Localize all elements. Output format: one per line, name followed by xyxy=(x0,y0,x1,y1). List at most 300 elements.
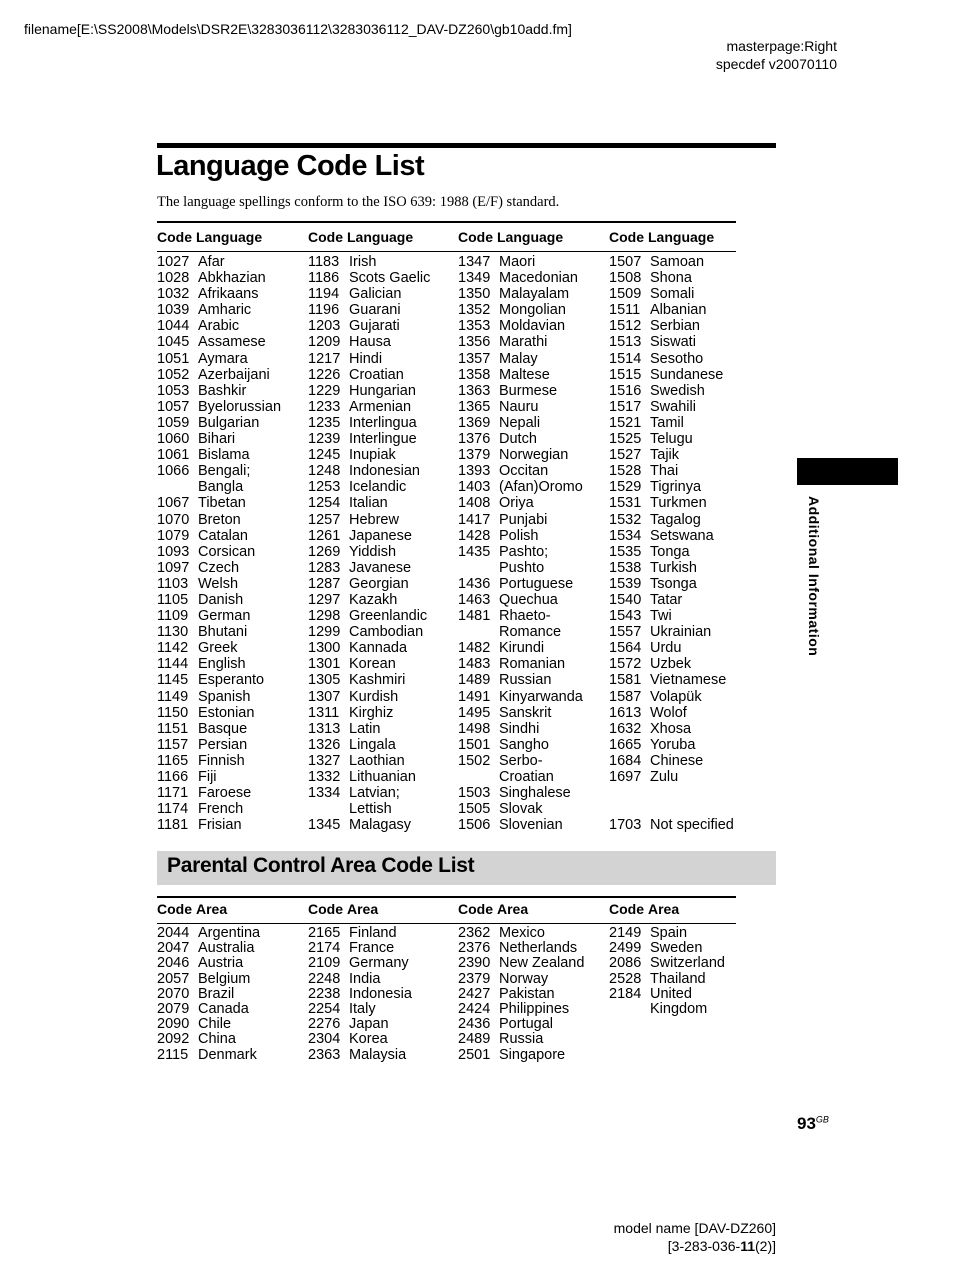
language-name: Siswati xyxy=(650,334,696,351)
area-name: Finland xyxy=(349,925,397,941)
language-row xyxy=(609,705,749,721)
area-code: 2086 xyxy=(609,955,642,972)
language-code: 1376 xyxy=(458,431,491,448)
language-code: 1511 xyxy=(609,302,641,319)
language-name: Kirghiz xyxy=(349,704,394,721)
language-code: 1539 xyxy=(609,575,642,592)
language-row xyxy=(458,560,598,576)
lang-header-code: Code xyxy=(157,229,192,245)
language-name: Tagalog xyxy=(650,511,701,528)
area-row xyxy=(308,926,448,941)
language-name: Tibetan xyxy=(198,495,246,512)
language-code: 1564 xyxy=(609,640,642,657)
language-code: 1196 xyxy=(308,302,340,319)
area-header-label: Area xyxy=(196,901,228,917)
language-name: Kirundi xyxy=(499,640,545,657)
language-code: 1534 xyxy=(609,527,642,544)
area-code: 2276 xyxy=(308,1016,341,1033)
language-code: 1027 xyxy=(157,254,190,270)
language-row xyxy=(609,286,749,302)
language-code: 1149 xyxy=(157,688,189,705)
language-name: Finnish xyxy=(198,752,245,769)
language-code: 1353 xyxy=(458,318,491,335)
area-row xyxy=(157,956,297,971)
language-row xyxy=(157,479,297,495)
language-code: 1491 xyxy=(458,688,491,705)
language-row xyxy=(609,334,749,350)
language-code: 1105 xyxy=(157,591,189,608)
language-row xyxy=(157,656,297,672)
area-name: Italy xyxy=(349,1000,376,1017)
area-name: Malaysia xyxy=(349,1046,407,1063)
language-code: 1527 xyxy=(609,447,642,464)
language-name: Sesotho xyxy=(650,350,704,367)
language-row xyxy=(458,512,598,528)
language-row xyxy=(609,737,749,753)
language-code: 1516 xyxy=(609,382,642,399)
language-name: Punjabi xyxy=(499,511,548,528)
language-name: Sindhi xyxy=(499,720,540,737)
side-tab-label: Additional Information xyxy=(806,496,822,657)
language-row xyxy=(157,463,297,479)
area-row xyxy=(308,1002,448,1017)
language-code: 1239 xyxy=(308,431,341,448)
language-row xyxy=(458,447,598,463)
language-row xyxy=(609,431,749,447)
language-name: Indonesian xyxy=(349,463,420,480)
language-row xyxy=(458,495,598,511)
area-row xyxy=(609,941,749,956)
language-name: Bhutani xyxy=(198,624,248,641)
language-name: Lingala xyxy=(349,736,396,753)
language-name: Inupiak xyxy=(349,447,396,464)
language-name: Romanian xyxy=(499,656,566,673)
language-row xyxy=(308,624,448,640)
language-code: 1435 xyxy=(458,543,491,560)
language-row xyxy=(157,721,297,737)
language-name: Samoan xyxy=(650,254,705,270)
area-code: 2184 xyxy=(609,985,642,1002)
language-row xyxy=(308,415,448,431)
language-row xyxy=(609,721,749,737)
language-name: Scots Gaelic xyxy=(349,270,431,287)
language-name: Albanian xyxy=(650,302,707,319)
language-row xyxy=(609,560,749,576)
language-row xyxy=(308,705,448,721)
language-code: 1109 xyxy=(157,608,189,625)
language-row xyxy=(458,415,598,431)
language-code: 1299 xyxy=(308,624,341,641)
language-row xyxy=(308,753,448,769)
specdef-label: specdef v20070110 xyxy=(715,56,837,72)
language-row xyxy=(458,640,598,656)
area-name: Germany xyxy=(349,955,409,972)
language-row xyxy=(157,801,297,817)
language-name: Tonga xyxy=(650,543,690,560)
area-header-code: Code xyxy=(308,901,343,917)
language-code: 1150 xyxy=(157,704,189,721)
language-row xyxy=(458,270,598,286)
area-code: 2248 xyxy=(308,970,341,987)
area-row xyxy=(157,1048,297,1063)
language-name: Nepali xyxy=(499,414,541,431)
area-code: 2090 xyxy=(157,1016,190,1033)
language-name: Xhosa xyxy=(650,720,692,737)
language-name: Somali xyxy=(650,286,695,303)
language-name: Serbian xyxy=(650,318,700,335)
language-code: 1311 xyxy=(308,704,340,721)
area-code: 2501 xyxy=(458,1046,491,1063)
language-name: Byelorussian xyxy=(198,398,282,415)
area-row xyxy=(157,972,297,987)
area-code: 2528 xyxy=(609,970,642,987)
language-row xyxy=(157,737,297,753)
language-name: Hebrew xyxy=(349,511,399,528)
language-name: Laothian xyxy=(349,752,405,769)
area-code: 2092 xyxy=(157,1031,190,1048)
language-name: Afrikaans xyxy=(198,286,259,303)
language-code: 1245 xyxy=(308,447,341,464)
language-code: 1587 xyxy=(609,688,642,705)
language-code: 1145 xyxy=(157,672,189,689)
lang-header-label: Language xyxy=(196,229,263,245)
language-name: Tamil xyxy=(650,414,684,431)
language-name: Malayalam xyxy=(499,286,570,303)
language-code: 1171 xyxy=(157,785,189,802)
language-row xyxy=(157,576,297,592)
area-table-head-rule xyxy=(157,923,736,924)
area-code: 2436 xyxy=(458,1016,491,1033)
language-row xyxy=(157,544,297,560)
language-code: 1428 xyxy=(458,527,491,544)
language-name: Kashmiri xyxy=(349,672,406,689)
language-code: 1298 xyxy=(308,608,341,625)
area-code: 2057 xyxy=(157,970,190,987)
area-column xyxy=(157,926,297,1063)
area-row xyxy=(308,941,448,956)
language-row xyxy=(157,769,297,785)
language-code: 1044 xyxy=(157,318,190,335)
language-row xyxy=(157,254,297,270)
footer-model-name: model name [DAV-DZ260] xyxy=(613,1220,776,1236)
language-row xyxy=(609,367,749,383)
language-row xyxy=(609,318,749,334)
language-name: Bulgarian xyxy=(198,414,260,431)
language-row xyxy=(458,785,598,801)
language-name: Estonian xyxy=(198,704,255,721)
language-code: 1502 xyxy=(458,752,491,769)
language-name: Cambodian xyxy=(349,624,424,641)
lang-column-header xyxy=(308,229,413,245)
language-name: Shona xyxy=(650,270,692,287)
area-row xyxy=(458,987,598,1002)
language-name: Latin xyxy=(349,720,381,737)
area-code: 2362 xyxy=(458,925,491,941)
area-code: 2390 xyxy=(458,955,491,972)
language-name: Kurdish xyxy=(349,688,399,705)
area-table-top-rule xyxy=(157,896,736,898)
language-code: 1347 xyxy=(458,254,491,270)
language-row xyxy=(458,656,598,672)
language-row xyxy=(458,672,598,688)
language-row xyxy=(308,721,448,737)
area-code: 2079 xyxy=(157,1000,190,1017)
language-name: Macedonian xyxy=(499,270,578,287)
language-row xyxy=(157,383,297,399)
language-code: 1498 xyxy=(458,720,491,737)
area-code: 2046 xyxy=(157,955,190,972)
language-name: Russian xyxy=(499,672,552,689)
language-name: Aymara xyxy=(198,350,248,367)
language-row xyxy=(609,640,749,656)
lang-header-code: Code xyxy=(458,229,493,245)
area-name: Philippines xyxy=(499,1000,570,1017)
language-row xyxy=(308,447,448,463)
language-row xyxy=(458,544,598,560)
area-row xyxy=(458,1002,598,1017)
language-code: 1032 xyxy=(157,286,190,303)
language-code: 1505 xyxy=(458,801,491,818)
filename-header: filename[E:\SS2008\Models\DSR2E\3283036112\3283036112_DAV-DZ260\gb10add.fm] xyxy=(24,21,572,37)
language-name: Hungarian xyxy=(349,382,416,399)
language-code: 1529 xyxy=(609,479,642,496)
language-name: (Afan)Oromo xyxy=(499,479,583,496)
language-column xyxy=(609,254,749,833)
language-row xyxy=(458,769,598,785)
language-row xyxy=(458,576,598,592)
language-name: Maltese xyxy=(499,366,550,383)
language-row xyxy=(308,254,448,270)
area-column xyxy=(308,926,448,1063)
area-code: 2238 xyxy=(308,985,341,1002)
language-name: Vietnamese xyxy=(650,672,727,689)
language-code: 1512 xyxy=(609,318,642,335)
language-name: Slovenian xyxy=(499,817,563,834)
language-name: Marathi xyxy=(499,334,548,351)
area-header-label: Area xyxy=(347,901,379,917)
language-row xyxy=(609,592,749,608)
language-name: Italian xyxy=(349,495,388,512)
language-row xyxy=(157,753,297,769)
language-row xyxy=(157,689,297,705)
language-row xyxy=(458,351,598,367)
language-name: Nauru xyxy=(499,398,539,415)
language-name: Greenlandic xyxy=(349,608,428,625)
language-row xyxy=(458,254,598,270)
language-row xyxy=(308,640,448,656)
language-code: 1482 xyxy=(458,640,491,657)
area-header-label: Area xyxy=(497,901,529,917)
language-name: Chinese xyxy=(650,752,704,769)
language-code: 1039 xyxy=(157,302,190,319)
language-name: Persian xyxy=(198,736,248,753)
language-code: 1515 xyxy=(609,366,642,383)
language-name: Bangla xyxy=(198,479,244,496)
language-code: 1349 xyxy=(458,270,491,287)
language-name: Hindi xyxy=(349,350,383,367)
language-row xyxy=(458,399,598,415)
language-code: 1053 xyxy=(157,382,190,399)
language-code: 1408 xyxy=(458,495,491,512)
language-name: Rhaeto- xyxy=(499,608,551,625)
area-name: Norway xyxy=(499,970,549,987)
language-name: English xyxy=(198,656,246,673)
area-row xyxy=(157,1017,297,1032)
language-code: 1358 xyxy=(458,366,491,383)
language-row xyxy=(157,817,297,833)
area-name: Sweden xyxy=(650,940,703,957)
language-row xyxy=(458,528,598,544)
language-row xyxy=(308,431,448,447)
language-row xyxy=(308,769,448,785)
language-code: 1345 xyxy=(308,817,341,834)
language-name: Slovak xyxy=(499,801,543,818)
language-code: 1283 xyxy=(308,559,341,576)
area-column-header xyxy=(458,901,528,917)
language-code: 1528 xyxy=(609,463,642,480)
area-header-code: Code xyxy=(458,901,493,917)
language-row xyxy=(458,753,598,769)
language-code: 1531 xyxy=(609,495,642,512)
area-column-header xyxy=(308,901,378,917)
language-row xyxy=(157,447,297,463)
language-row xyxy=(308,479,448,495)
language-name: Malay xyxy=(499,350,538,367)
language-code: 1257 xyxy=(308,511,341,528)
language-row xyxy=(609,512,749,528)
language-code: 1287 xyxy=(308,575,341,592)
area-row xyxy=(609,956,749,971)
language-row xyxy=(609,447,749,463)
language-row xyxy=(458,334,598,350)
lang-table-head-rule xyxy=(157,251,736,252)
language-name: Basque xyxy=(198,720,248,737)
language-code: 1300 xyxy=(308,640,341,657)
language-code: 1356 xyxy=(458,334,491,351)
language-name: Interlingue xyxy=(349,431,417,448)
language-code: 1501 xyxy=(458,736,491,753)
language-code: 1350 xyxy=(458,286,491,303)
area-column xyxy=(609,926,749,1017)
language-code: 1543 xyxy=(609,608,642,625)
language-row xyxy=(609,254,749,270)
language-code: 1254 xyxy=(308,495,341,512)
footer-code xyxy=(668,1237,776,1255)
language-code: 1174 xyxy=(157,801,189,818)
language-row xyxy=(609,817,749,833)
language-name: Amharic xyxy=(198,302,252,319)
language-row xyxy=(308,656,448,672)
area-column-header xyxy=(157,901,227,917)
language-name: Sangho xyxy=(499,736,549,753)
area-name: Mexico xyxy=(499,925,545,941)
area-name: China xyxy=(198,1031,236,1048)
area-row xyxy=(458,1032,598,1047)
language-row xyxy=(157,528,297,544)
language-row xyxy=(458,318,598,334)
area-code: 2047 xyxy=(157,940,190,957)
language-code: 1363 xyxy=(458,382,491,399)
language-row xyxy=(308,351,448,367)
language-name: Ukrainian xyxy=(650,624,712,641)
language-name: Arabic xyxy=(198,318,240,335)
language-code: 1226 xyxy=(308,366,341,383)
language-code: 1540 xyxy=(609,591,642,608)
language-code: 1507 xyxy=(609,254,642,270)
language-code: 1481 xyxy=(458,608,491,625)
language-row xyxy=(308,785,448,801)
page-number xyxy=(797,1114,829,1134)
language-name: Malagasy xyxy=(349,817,412,834)
language-code: 1327 xyxy=(308,752,341,769)
area-row xyxy=(308,1017,448,1032)
area-code: 2174 xyxy=(308,940,341,957)
area-row xyxy=(308,1032,448,1047)
area-name: Indonesia xyxy=(349,985,412,1002)
language-code: 1165 xyxy=(157,752,189,769)
language-row xyxy=(609,769,749,785)
area-code: 2115 xyxy=(157,1046,189,1063)
language-code: 1313 xyxy=(308,720,341,737)
language-code: 1130 xyxy=(157,624,189,641)
language-name: Swedish xyxy=(650,382,705,399)
language-row xyxy=(458,383,598,399)
language-name: Latvian; xyxy=(349,785,400,802)
area-name: Belgium xyxy=(198,970,251,987)
language-row xyxy=(458,801,598,817)
language-name: Greek xyxy=(198,640,238,657)
language-row xyxy=(609,463,749,479)
language-code: 1045 xyxy=(157,334,190,351)
language-name: Abkhazian xyxy=(198,270,266,287)
area-code: 2044 xyxy=(157,925,190,941)
area-code: 2254 xyxy=(308,1000,341,1017)
language-name: Icelandic xyxy=(349,479,407,496)
language-code: 1684 xyxy=(609,752,642,769)
language-code: 1217 xyxy=(308,350,341,367)
language-row xyxy=(157,431,297,447)
language-row xyxy=(157,560,297,576)
language-row xyxy=(157,495,297,511)
language-name: Assamese xyxy=(198,334,266,351)
area-name: India xyxy=(349,970,381,987)
language-row xyxy=(458,431,598,447)
language-code: 1632 xyxy=(609,720,642,737)
language-row xyxy=(157,334,297,350)
language-code: 1369 xyxy=(458,414,491,431)
lang-header-code: Code xyxy=(308,229,343,245)
language-row xyxy=(609,495,749,511)
area-row xyxy=(157,987,297,1002)
language-code: 1357 xyxy=(458,350,491,367)
area-row xyxy=(458,941,598,956)
area-name: Singapore xyxy=(499,1046,566,1063)
language-code: 1513 xyxy=(609,334,642,351)
language-code: 1506 xyxy=(458,817,491,834)
language-name: Lithuanian xyxy=(349,769,416,785)
language-code: 1059 xyxy=(157,414,190,431)
language-code: 1297 xyxy=(308,591,341,608)
language-code: 1157 xyxy=(157,736,189,753)
language-code: 1508 xyxy=(609,270,642,287)
language-name: Romance xyxy=(499,624,562,641)
language-row xyxy=(609,608,749,624)
language-row xyxy=(157,286,297,302)
language-name: Bislama xyxy=(198,447,250,464)
language-code: 1061 xyxy=(157,447,190,464)
language-code: 1379 xyxy=(458,447,491,464)
language-code: 1581 xyxy=(609,672,642,689)
